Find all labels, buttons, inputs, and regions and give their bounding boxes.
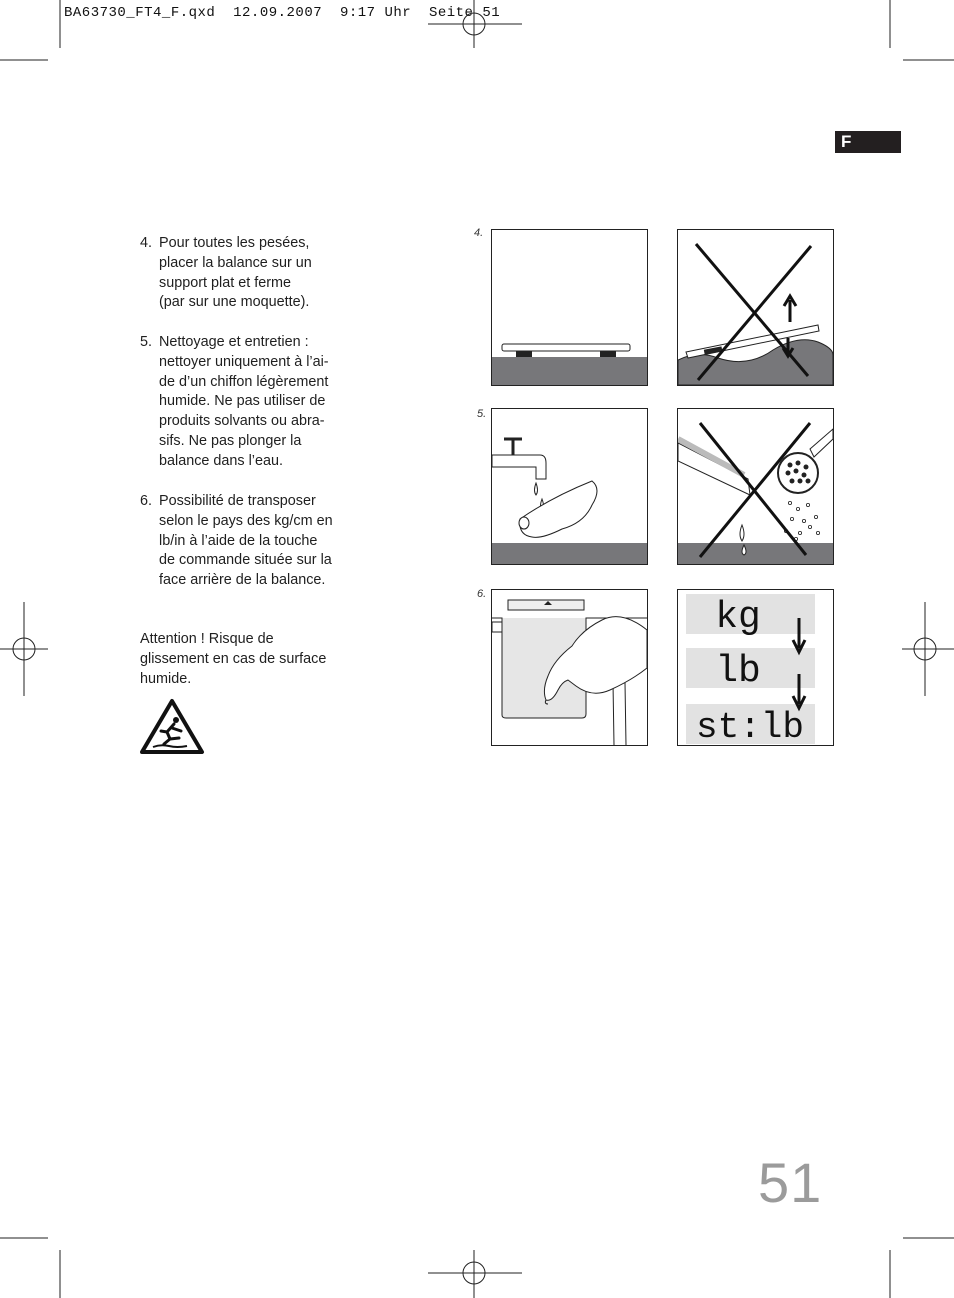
slippery-surface-warning-icon [139,698,205,756]
figure-label-6: 6. [477,588,487,600]
display-unit-kg: kg [715,596,761,639]
language-tab: F [835,131,901,153]
instruction-number: 5. [140,334,153,350]
instruction-item-6 [140,492,355,591]
instructions-column [140,234,355,764]
instruction-text: Nettoyage et entretien : nettoyer uniquement à l’ai- de d’un chiffon légèrement humide. Ne pas utiliser de produits solvants ou abra- sifs. Ne pas plonger la balance dans l’eau. [159,334,329,469]
page-number: 51 [758,1151,823,1214]
figure-abrasive-forbidden [677,408,834,565]
display-unit-stlb: st:lb [695,707,805,745]
instruction-item-4 [140,234,355,313]
figure-label-5: 5. [477,408,487,420]
attention-note: Attention ! Risque de glissement en cas de surface humide. [140,631,327,687]
figure-flat-surface-ok [491,229,648,386]
display-unit-lb: lb [715,650,761,693]
figure-soft-surface-forbidden [677,229,834,386]
figure-unit-display [677,589,834,746]
instruction-text: Pour toutes les pesées, placer la balance sur un support plat et ferme (par sur une moquette). [159,235,312,311]
figure-damp-cloth-cleaning [491,408,648,565]
instruction-text: Possibilité de transposer selon le pays des kg/cm en lb/in à l’aide de la touche de commande située sur la face arrière de la balance. [159,493,333,589]
instruction-number: 4. [140,235,153,251]
instruction-item-5 [140,333,355,472]
figure-unit-button-press [491,589,648,746]
figure-label-4: 4. [474,227,484,239]
instruction-number: 6. [140,493,153,509]
print-slug: BA63730_FT4_F.qxd 12.09.2007 9:17 Uhr Seite 51 [64,5,501,21]
